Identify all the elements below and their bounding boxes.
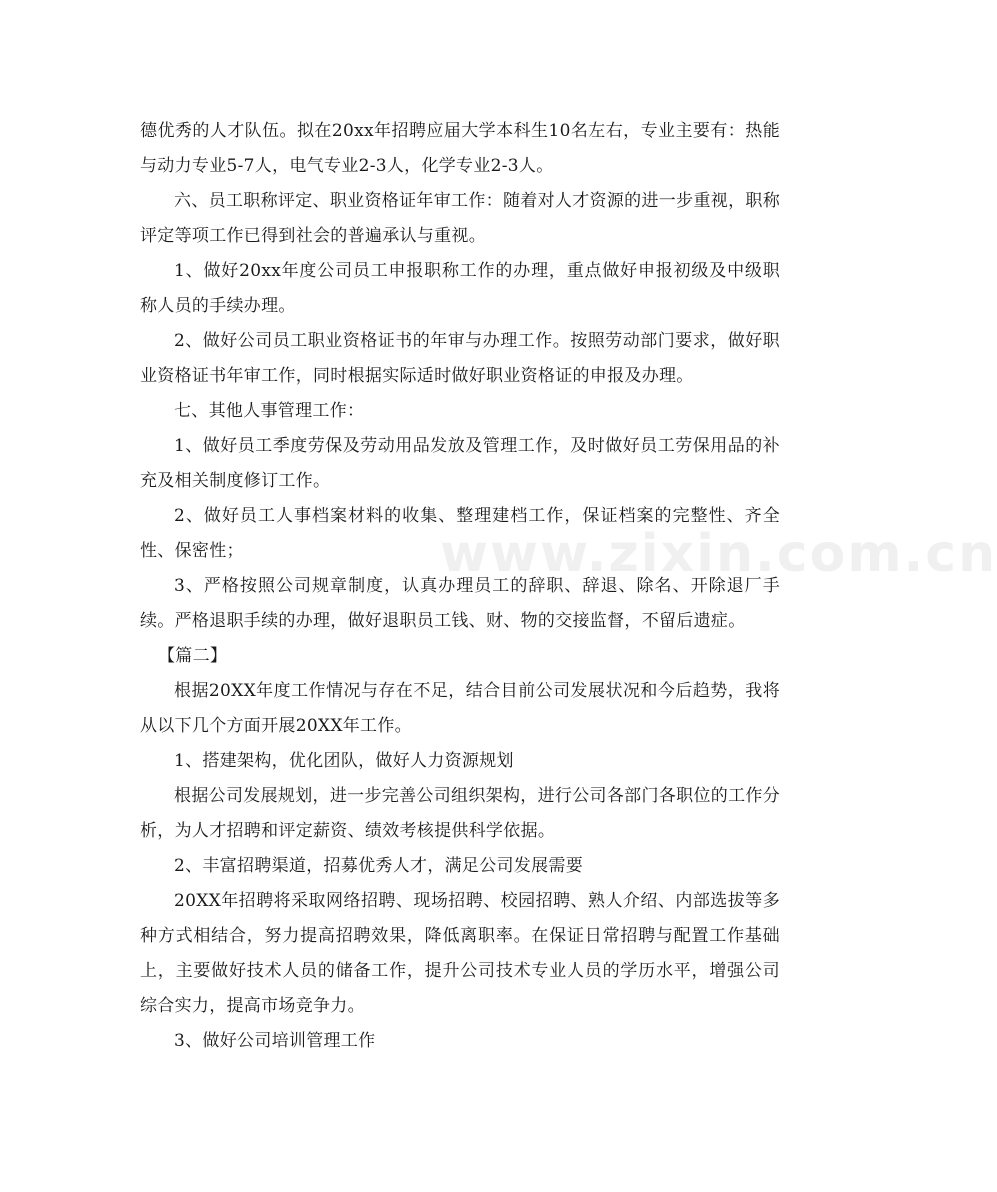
paragraph-10: 根据20XX年度工作情况与存在不足，结合目前公司发展状况和今后趋势，我将从以下几个方面开展20XX年工作。 <box>140 681 780 736</box>
section-heading: 【篇二】 <box>158 646 228 666</box>
paragraph-8: 3、严格按照公司规章制度，认真办理员工的辞职、辞退、除名、开除退厂手续。严格退职手续的办理，做好退职员工钱、财、物的交接监督，不留后遗症。 <box>140 576 780 631</box>
paragraph-4: 2、做好公司员工职业资格证书的年审与办理工作。按照劳动部门要求，做好职业资格证书年审工作，同时根据实际适时做好职业资格证的申报及办理。 <box>140 331 780 386</box>
paragraph-13: 2、丰富招聘渠道，招募优秀人才，满足公司发展需要 <box>174 856 584 876</box>
paragraph-6: 1、做好员工季度劳保及劳动用品发放及管理工作，及时做好员工劳保用品的补充及相关制度修订工作。 <box>140 436 780 491</box>
paragraph-5: 七、其他人事管理工作： <box>174 401 365 421</box>
paragraph-15: 3、做好公司培训管理工作 <box>174 1031 376 1051</box>
paragraph-7: 2、做好员工人事档案材料的收集、整理建档工作，保证档案的完整性、齐全性、保密性； <box>140 506 780 561</box>
paragraph-12: 根据公司发展规划，进一步完善公司组织架构，进行公司各部门各职位的工作分析，为人才招聘和评定薪资、绩效考核提供科学依据。 <box>140 786 780 841</box>
paragraph-3: 1、做好20xx年度公司员工申报职称工作的办理，重点做好申报初级及中级职称人员的手续办理。 <box>140 261 780 316</box>
watermark-text: www.zixin.com.cn <box>440 524 997 584</box>
paragraph-14: 20XX年招聘将采取网络招聘、现场招聘、校园招聘、熟人介绍、内部选拔等多种方式相结合，努力提高招聘效果，降低离职率。在保证日常招聘与配置工作基础上，主要做好技术人员的储备工作，提升公司技术专业人员的学历水平，增强公司综合实力，提高市场竞争力。 <box>140 891 780 1016</box>
paragraph-2: 六、员工职称评定、职业资格证年审工作：随着对人才资源的进一步重视，职称评定等项工作已得到社会的普遍承认与重视。 <box>140 191 780 246</box>
document-body <box>140 114 780 1059</box>
paragraph-1: 德优秀的人才队伍。拟在20xx年招聘应届大学本科生10名左右，专业主要有：热能与动力专业5-7人，电气专业2-3人，化学专业2-3人。 <box>140 121 780 176</box>
paragraph-11: 1、搭建架构，优化团队，做好人力资源规划 <box>174 751 514 771</box>
